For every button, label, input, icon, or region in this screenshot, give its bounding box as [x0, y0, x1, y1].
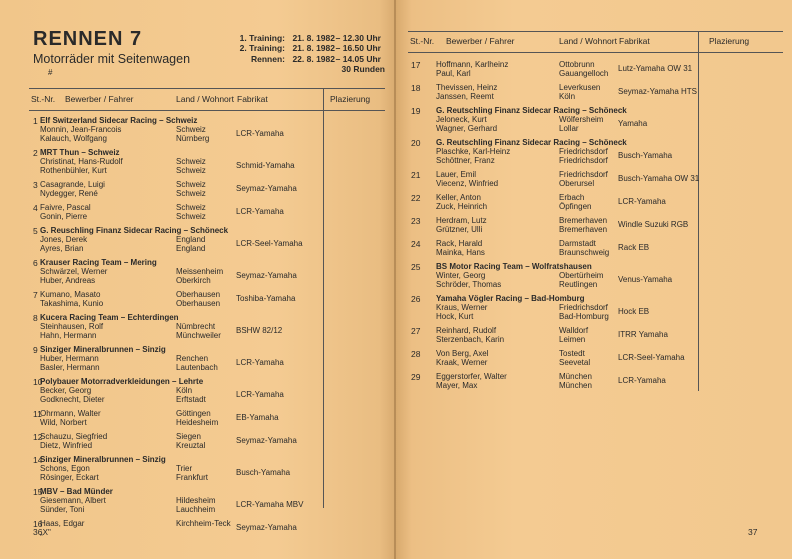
start-number: 1 [33, 116, 38, 126]
machine-make: Windle Suzuki RGB [618, 220, 689, 229]
machine-make: Busch-Yamaha [618, 151, 673, 160]
schedule-label: Rennen: [251, 54, 285, 64]
passenger-name: „X" [40, 528, 51, 537]
start-number: 2 [33, 148, 38, 158]
passenger-city: Bad-Homburg [559, 312, 609, 321]
passenger-city: Schweiz [176, 189, 206, 198]
rider-city: England [176, 235, 206, 244]
rider-city: Schweiz [176, 157, 206, 166]
machine-make: Busch-Yamaha [236, 468, 291, 477]
schedule-date: 22. 8. 1982 [292, 54, 335, 64]
rider-name: Thevissen, Heinz [436, 83, 498, 92]
start-number: 24 [411, 239, 421, 249]
passenger-city: Gauangelloch [559, 69, 609, 78]
passenger-name: Basler, Hermann [40, 363, 100, 372]
passenger-city: Heidesheim [176, 418, 219, 427]
passenger-name: Sterzenbach, Karin [436, 335, 505, 344]
race-title: RENNEN 7 [33, 28, 143, 50]
passenger-city: England [176, 244, 206, 253]
rider-name: Reinhard, Rudolf [436, 326, 497, 335]
race-subtitle: Motorräder mit Seitenwagen [33, 52, 191, 66]
rider-name: Jones, Derek [40, 235, 88, 244]
machine-make: ITRR Yamaha [618, 330, 668, 339]
rider-name: Becker, Georg [40, 386, 92, 395]
header-city: Land / Wohnort [559, 36, 617, 46]
passenger-city: Oberursel [559, 179, 595, 188]
rider-name: Von Berg, Axel [436, 349, 489, 358]
passenger-city: Friedrichsdorf [559, 156, 608, 165]
passenger-name: Wild, Norbert [40, 418, 87, 427]
passenger-city: Köln [559, 92, 576, 101]
left-page [0, 0, 395, 559]
rider-city: Oberhausen [176, 290, 221, 299]
machine-make: LCR-Seel-Yamaha [618, 353, 685, 362]
placement-column-rule [323, 88, 324, 508]
rider-city: Bremerhaven [559, 216, 608, 225]
start-number: 25 [411, 262, 421, 272]
start-number: 7 [33, 290, 38, 300]
start-number: 27 [411, 326, 421, 336]
rider-name: Faivre, Pascal [40, 203, 91, 212]
start-number: 22 [411, 193, 421, 203]
passenger-name: Wagner, Gerhard [436, 124, 498, 133]
rider-city: Obertürheim [559, 271, 604, 280]
header-rule-bottom [408, 52, 783, 53]
passenger-city: Schweiz [176, 212, 206, 221]
rider-name: Haas, Edgar [40, 519, 85, 528]
rider-city: Friedrichsdorf [559, 147, 608, 156]
header-entrant: Bewerber / Fahrer [446, 36, 515, 46]
placement-column-rule [698, 31, 699, 391]
rider-city: Darmstadt [559, 239, 596, 248]
machine-make: Rack EB [618, 243, 650, 252]
start-number: 14 [33, 455, 43, 465]
rider-name: Hoffmann, Karlheinz [436, 60, 509, 69]
machine-make: LCR-Yamaha [618, 197, 666, 206]
rider-city: Ottobrunn [559, 60, 595, 69]
passenger-name: Rothenbühler, Kurt [40, 166, 107, 175]
machine-make: LCR-Yamaha [618, 376, 666, 385]
rider-name: Kraus, Werner [436, 303, 488, 312]
schedule-label: 1. Training: [239, 33, 285, 43]
rider-city: Siegen [176, 432, 201, 441]
machine-make: Seymaz-Yamaha [236, 271, 297, 280]
schedule-row [225, 33, 385, 43]
team-name: Elf Switzerland Sidecar Racing – Schweiz [40, 116, 198, 125]
start-number: 4 [33, 203, 38, 213]
machine-make: LCR-Yamaha [236, 390, 284, 399]
passenger-name: Kraak, Werner [436, 358, 488, 367]
rider-city: Friedrichsdorf [559, 303, 608, 312]
rider-city: Köln [176, 386, 193, 395]
start-number: 15 [33, 487, 43, 497]
start-number: 16 [33, 519, 43, 529]
passenger-name: Gonin, Pierre [40, 212, 88, 221]
rider-name: Huber, Hermann [40, 354, 99, 363]
rider-city: Meissenheim [176, 267, 224, 276]
rider-city: Hildesheim [176, 496, 216, 505]
rider-city: Kirchheim-Teck [176, 519, 231, 528]
start-number: 10 [33, 377, 43, 387]
schedule-row [225, 43, 385, 53]
passenger-name: Grützner, Ulli [436, 225, 483, 234]
rider-name: Schauzu, Siegfried [40, 432, 108, 441]
passenger-city: Lautenbach [176, 363, 218, 372]
start-number: 23 [411, 216, 421, 226]
header-make: Fabrikat [619, 36, 650, 46]
page-number: 37 [748, 527, 758, 537]
passenger-city: Bremerhaven [559, 225, 608, 234]
passenger-city: Frankfurt [176, 473, 209, 482]
passenger-name: Mainka, Hans [436, 248, 485, 257]
machine-make: Lutz-Yamaha OW 31 [618, 64, 693, 73]
start-number: 6 [33, 258, 38, 268]
header-rule-top [29, 88, 385, 89]
start-number: 26 [411, 294, 421, 304]
passenger-city: Oberkirch [176, 276, 211, 285]
start-number: 18 [411, 83, 421, 93]
machine-make: LCR-Yamaha [236, 129, 284, 138]
passenger-name: Rösinger, Eckart [40, 473, 99, 482]
rider-city: Göttingen [176, 409, 211, 418]
rider-city: Walldorf [559, 326, 589, 335]
rider-name: Plaschke, Karl-Heinz [436, 147, 511, 156]
passenger-name: Mayer, Max [436, 381, 478, 390]
passenger-name: Dietz, Winfried [40, 441, 93, 450]
machine-make: Busch-Yamaha OW 31 [618, 174, 700, 183]
header-entrant: Bewerber / Fahrer [65, 94, 134, 104]
machine-make: Schmid-Yamaha [236, 161, 295, 170]
start-number: 19 [411, 106, 421, 116]
rider-name: Kumano, Masato [40, 290, 101, 299]
passenger-name: Nydegger, René [40, 189, 98, 198]
team-name: G. Reutschling Finanz Sidecar Racing – Schöneck [436, 138, 627, 147]
rider-name: Eggerstorfer, Walter [436, 372, 507, 381]
schedule-time: – 14.05 Uhr [335, 54, 381, 64]
passenger-city: Leimen [559, 335, 586, 344]
rider-city: Nümbrecht [176, 322, 216, 331]
passenger-name: Godknecht, Dieter [40, 395, 105, 404]
passenger-name: Paul, Karl [436, 69, 471, 78]
schedule-label: 2. Training: [239, 43, 285, 53]
passenger-name: Ayres, Brian [40, 244, 84, 253]
passenger-name: Takashima, Kunio [40, 299, 104, 308]
schedule-row [225, 54, 385, 64]
passenger-city: Nürnberg [176, 134, 210, 143]
header-rule-top [408, 31, 783, 32]
page-number: 36 [33, 527, 43, 537]
rider-name: Winter, Georg [436, 271, 486, 280]
passenger-name: Hahn, Hermann [40, 331, 97, 340]
start-number: 11 [33, 409, 42, 419]
passenger-city: Reutlingen [559, 280, 598, 289]
passenger-city: Kreuztal [176, 441, 206, 450]
start-number: 28 [411, 349, 421, 359]
rider-name: Casagrande, Luigi [40, 180, 105, 189]
team-name: G. Reutschling Finanz Sidecar Racing – Schöneck [436, 106, 627, 115]
rider-city: Erbach [559, 193, 585, 202]
rider-city: Tostedt [559, 349, 585, 358]
passenger-name: Huber, Andreas [40, 276, 96, 285]
machine-make: Seymaz-Yamaha [236, 436, 297, 445]
machine-make: Seymaz-Yamaha [236, 523, 297, 532]
passenger-name: Viecenz, Winfried [436, 179, 499, 188]
asterisk-mark: # [48, 68, 53, 77]
right-page [396, 0, 792, 559]
header-rule-bottom [29, 110, 385, 111]
rider-city: München [559, 372, 592, 381]
passenger-name: Hock, Kurt [436, 312, 474, 321]
rider-name: Schons, Egon [40, 464, 90, 473]
machine-make: LCR-Yamaha [236, 358, 284, 367]
rider-name: Giesemann, Albert [40, 496, 106, 505]
machine-make: Seymaz-Yamaha [236, 184, 297, 193]
passenger-name: Sünder, Toni [40, 505, 85, 514]
schedule-date: 21. 8. 1982 [292, 33, 335, 43]
passenger-city: Braunschweig [559, 248, 610, 257]
passenger-name: Schröder, Thomas [436, 280, 502, 289]
team-name: MRT Thun – Schweiz [40, 148, 120, 157]
machine-make: Seymaz-Yamaha HTS [618, 87, 697, 96]
team-name: MBV – Bad Münder [40, 487, 113, 496]
machine-make: LCR-Yamaha [236, 207, 284, 216]
passenger-city: Oberhausen [176, 299, 221, 308]
start-number: 21 [411, 170, 421, 180]
start-number: 17 [411, 60, 421, 70]
passenger-name: Zuck, Heinrich [436, 202, 488, 211]
team-name: Krauser Racing Team – Mering [40, 258, 157, 267]
start-number: 8 [33, 313, 38, 323]
laps-count: 30 Runden [341, 64, 385, 74]
passenger-city: Lauchheim [176, 505, 216, 514]
passenger-name: Schöttner, Franz [436, 156, 495, 165]
team-name: BS Motor Racing Team – Wolfratshausen [436, 262, 592, 271]
header-no: St.-Nr. [31, 94, 56, 104]
machine-make: LCR-Seel-Yamaha [236, 239, 303, 248]
team-name: Kucera Racing Team – Echterdingen [40, 313, 179, 322]
passenger-city: Lollar [559, 124, 579, 133]
header-city: Land / Wohnort [176, 94, 234, 104]
header-make: Fabrikat [237, 94, 268, 104]
header-place: Plazierung [709, 36, 750, 46]
passenger-name: Janssen, Reemt [436, 92, 494, 101]
rider-name: Herdram, Lutz [436, 216, 487, 225]
rider-city: Leverkusen [559, 83, 601, 92]
passenger-city: Öpfingen [559, 202, 592, 211]
rider-name: Rack, Harald [436, 239, 483, 248]
passenger-city: Seevetal [559, 358, 591, 367]
passenger-city: Erftstadt [176, 395, 206, 404]
machine-make: Hock EB [618, 307, 650, 316]
rider-city: Renchen [176, 354, 209, 363]
passenger-city: Münchweiler [176, 331, 221, 340]
start-number: 3 [33, 180, 38, 190]
start-number: 5 [33, 226, 38, 236]
passenger-city: Schweiz [176, 166, 206, 175]
machine-make: LCR-Yamaha MBV [236, 500, 304, 509]
machine-make: Toshiba-Yamaha [236, 294, 296, 303]
schedule-time: – 12.30 Uhr [335, 33, 381, 43]
machine-make: BSHW 82/12 [236, 326, 283, 335]
schedule-date: 21. 8. 1982 [292, 43, 335, 53]
start-number: 29 [411, 372, 421, 382]
passenger-name: Kalauch, Wolfgang [40, 134, 108, 143]
start-number: 20 [411, 138, 421, 148]
passenger-city: München [559, 381, 592, 390]
rider-city: Schweiz [176, 180, 206, 189]
rider-city: Friedrichsdorf [559, 170, 608, 179]
header-no: St.-Nr. [410, 36, 435, 46]
machine-make: EB-Yamaha [236, 413, 279, 422]
machine-make: Venus-Yamaha [618, 275, 673, 284]
start-number: 9 [33, 345, 38, 355]
start-number: 12 [33, 432, 43, 442]
rider-city: Schweiz [176, 203, 206, 212]
team-name: Sinziger Mineralbrunnen – Sinzig [40, 455, 166, 464]
team-name: Sinziger Mineralbrunnen – Sinzig [40, 345, 166, 354]
rider-city: Trier [176, 464, 193, 473]
machine-make: Yamaha [618, 119, 648, 128]
rider-name: Christinat, Hans-Rudolf [40, 157, 123, 166]
team-name: Polybauer Motorradverkleidungen – Lehrte [40, 377, 204, 386]
rider-name: Jeloneck, Kurt [436, 115, 487, 124]
team-name: Yamaha Vögler Racing – Bad-Homburg [436, 294, 585, 303]
rider-name: Ohrmann, Walter [40, 409, 101, 418]
rider-name: Lauer, Emil [436, 170, 477, 179]
schedule-time: – 16.50 Uhr [335, 43, 381, 53]
rider-name: Schwärzel, Werner [40, 267, 108, 276]
rider-name: Monnin, Jean-Francois [40, 125, 122, 134]
team-name: G. Reuschling Finanz Sidecar Racing – Schöneck [40, 226, 229, 235]
header-place: Plazierung [330, 94, 371, 104]
rider-name: Keller, Anton [436, 193, 481, 202]
rider-city: Wölfersheim [559, 115, 604, 124]
rider-city: Schweiz [176, 125, 206, 134]
rider-name: Steinhausen, Rolf [40, 322, 104, 331]
